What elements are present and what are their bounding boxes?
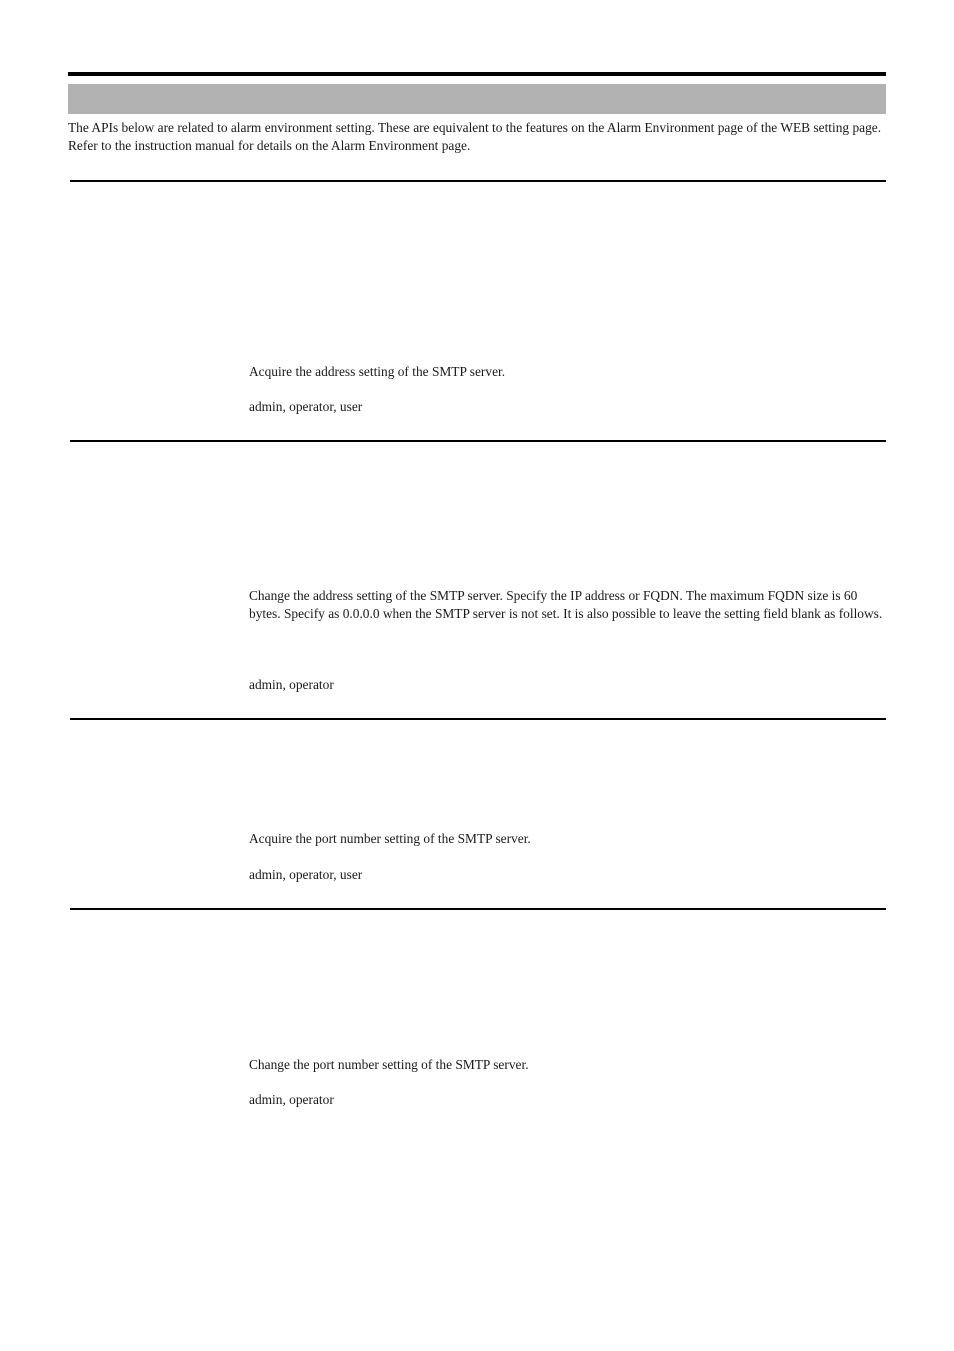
entry-3-access: admin, operator, user (249, 867, 363, 882)
entry-2-description: Change the address setting of the SMTP server. Specify the IP address or FQDN. The maximum FQDN size is 60 bytes. Specify as 0.0.0.0 when the SMTP server is not set. It is also possible to leave the setting field blank as follows. (249, 588, 883, 621)
entry-4-access: admin, operator (249, 1092, 334, 1107)
entry-divider (70, 718, 886, 720)
entry-1-access: admin, operator, user (249, 399, 363, 414)
entry-1-description: Acquire the address setting of the SMTP server. (249, 364, 506, 379)
entry-divider (70, 908, 886, 910)
entry-divider (70, 180, 886, 182)
entry-4-description: Change the port number setting of the SMTP server. (249, 1057, 529, 1072)
entry-2-access: admin, operator (249, 677, 334, 692)
top-rule (68, 72, 886, 76)
entry-3-description: Acquire the port number setting of the SMTP server. (249, 831, 531, 846)
entry-divider (70, 440, 886, 442)
intro-paragraph: The APIs below are related to alarm environment setting. These are equivalent to the features on the Alarm Environment page of the WEB setting page. Refer to the instruction manual for details on the Alarm Environment page. (68, 120, 882, 153)
section-header-bar (68, 84, 886, 114)
